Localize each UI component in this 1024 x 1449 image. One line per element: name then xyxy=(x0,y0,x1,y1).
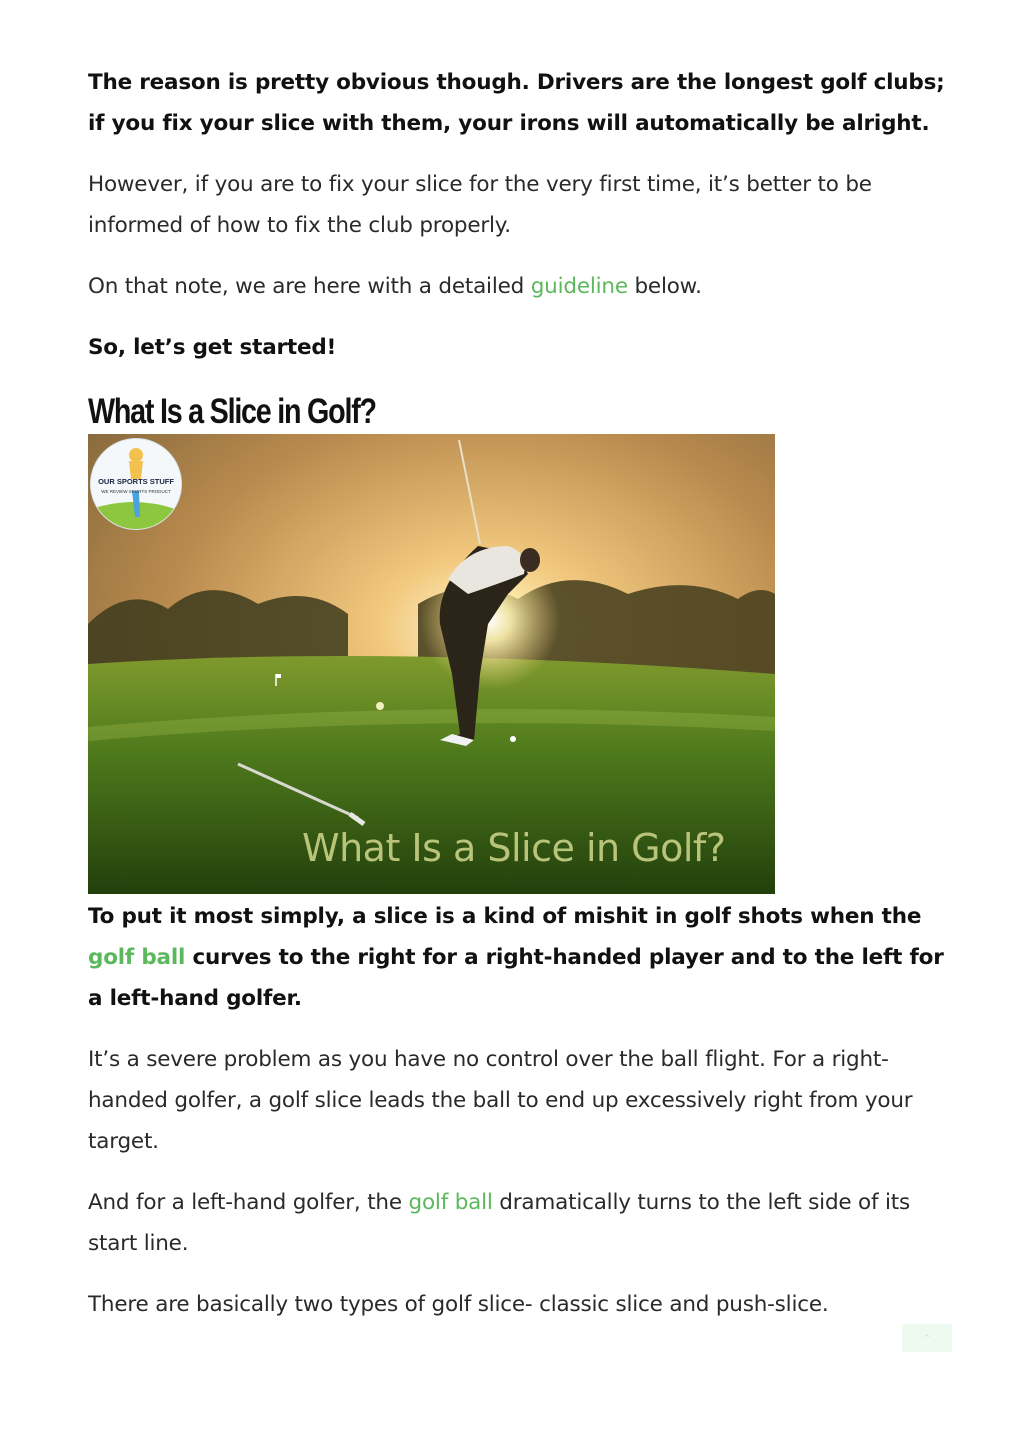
site-logo xyxy=(90,438,182,530)
left-hand-text-before: And for a left-hand golfer, the xyxy=(88,1190,409,1215)
guideline-text-after: below. xyxy=(627,274,702,299)
definition-section xyxy=(88,896,948,1325)
definition-text-before: To put it most simply, a slice is a kind of mishit in golf shots when the xyxy=(88,904,922,929)
problem-paragraph: It’s a severe problem as you have no control over the ball flight. For a right-handed golfer, a golf slice leads the ball to end up excessively right from your target. xyxy=(88,1047,913,1154)
guideline-link[interactable]: guideline xyxy=(530,274,628,299)
section-heading: What Is a Slice in Golf? xyxy=(88,392,376,431)
image-caption: What Is a Slice in Golf? xyxy=(302,826,726,870)
get-started-paragraph: So, let’s get started! xyxy=(88,335,337,360)
logo-subtext: WE REVIEW SPORTS PRODUCT xyxy=(101,489,171,494)
definition-text-after: curves to the right for a right-handed player and to the left for a left-hand golfer. xyxy=(88,945,944,1011)
golf-ball-link-2[interactable]: golf ball xyxy=(408,1190,493,1215)
left-hand-text-after: dramatically turns to the left side of its start line. xyxy=(88,1190,911,1256)
scroll-to-top-button[interactable] xyxy=(902,1324,952,1352)
intro-paragraph: However, if you are to fix your slice for the very first time, it’s better to be informed of how to fix the club properly. xyxy=(88,172,872,238)
logo-text: OUR SPORTS STUFF xyxy=(98,477,174,486)
intro-bold-paragraph: The reason is pretty obvious though. Drivers are the longest golf clubs; if you fix your slice with them, your irons will automatically be alright. xyxy=(88,70,945,136)
guideline-paragraph xyxy=(88,266,948,307)
slice-types-paragraph: There are basically two types of golf slice- classic slice and push-slice. xyxy=(88,1292,829,1317)
article-body xyxy=(88,62,948,1325)
golfer-sunset-illustration xyxy=(88,434,775,894)
hero-image xyxy=(88,434,775,894)
guideline-text-before: On that note, we are here with a detailed xyxy=(88,274,531,299)
definition-paragraph xyxy=(88,896,948,1019)
left-hand-paragraph xyxy=(88,1182,948,1264)
golf-ball-link[interactable]: golf ball xyxy=(88,945,186,970)
chevron-up-icon: ⌃ xyxy=(921,1332,933,1346)
